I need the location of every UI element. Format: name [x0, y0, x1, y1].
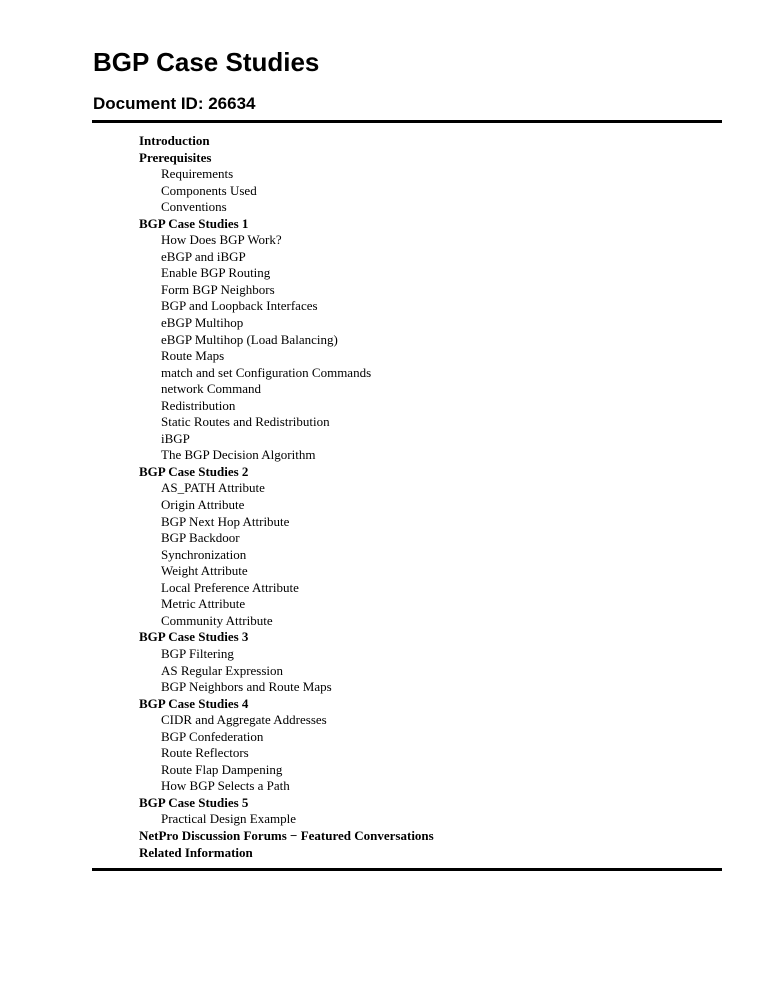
- toc-subsection-link[interactable]: BGP and Loopback Interfaces: [161, 298, 318, 314]
- toc-subsection-link[interactable]: Components Used: [161, 182, 257, 198]
- toc-subsection-link[interactable]: BGP Next Hop Attribute: [161, 513, 290, 529]
- toc-section-link[interactable]: BGP Case Studies 1: [139, 215, 249, 231]
- toc-subsection-link[interactable]: Route Maps: [161, 348, 225, 364]
- bottom-divider: [92, 868, 722, 871]
- toc-section-link[interactable]: Prerequisites: [139, 149, 212, 165]
- toc-subsection-link[interactable]: The BGP Decision Algorithm: [161, 447, 316, 463]
- toc-section-link[interactable]: BGP Case Studies 5: [139, 794, 249, 810]
- toc-section-link[interactable]: BGP Case Studies 4: [139, 695, 249, 711]
- toc-subsection-link[interactable]: Redistribution: [161, 397, 236, 413]
- toc-subsection-link[interactable]: Synchronization: [161, 546, 247, 562]
- toc-subsection-link[interactable]: AS Regular Expression: [161, 662, 284, 678]
- toc-subsection-link[interactable]: Origin Attribute: [161, 497, 245, 513]
- toc-subsection-link[interactable]: Metric Attribute: [161, 596, 246, 612]
- toc-section-link[interactable]: Introduction: [139, 133, 210, 148]
- toc-section-link[interactable]: Related Information: [139, 844, 253, 860]
- toc-subsection-link[interactable]: eBGP Multihop (Load Balancing): [161, 331, 338, 347]
- toc-subsection-link[interactable]: Local Preference Attribute: [161, 579, 299, 595]
- toc-section-link[interactable]: NetPro Discussion Forums − Featured Conversations: [139, 827, 434, 843]
- table-of-contents: [139, 133, 434, 861]
- toc-subsection-link[interactable]: Conventions: [161, 199, 227, 215]
- toc-subsection-link[interactable]: Route Flap Dampening: [161, 761, 283, 777]
- toc-subsection-link[interactable]: CIDR and Aggregate Addresses: [161, 712, 327, 728]
- toc-subsection-link[interactable]: Weight Attribute: [161, 563, 248, 579]
- toc-subsection-link[interactable]: Static Routes and Redistribution: [161, 414, 330, 430]
- toc-subsection-link[interactable]: eBGP and iBGP: [161, 248, 246, 264]
- toc-subsection-link[interactable]: How BGP Selects a Path: [161, 778, 290, 794]
- document-id: Document ID: 26634: [93, 94, 256, 113]
- toc-subsection-link[interactable]: network Command: [161, 381, 262, 397]
- toc-subsection-link[interactable]: Enable BGP Routing: [161, 265, 271, 281]
- toc-subsection-link[interactable]: BGP Filtering: [161, 645, 234, 661]
- toc-subsection-link[interactable]: Requirements: [161, 166, 234, 182]
- toc-subsection-link[interactable]: How Does BGP Work?: [161, 232, 282, 248]
- toc-subsection-link[interactable]: Form BGP Neighbors: [161, 281, 275, 297]
- toc-subsection-link[interactable]: BGP Neighbors and Route Maps: [161, 679, 332, 695]
- toc-subsection-link[interactable]: Route Reflectors: [161, 745, 249, 761]
- toc-subsection-link[interactable]: Practical Design Example: [161, 811, 297, 827]
- toc-section-link[interactable]: BGP Case Studies 3: [139, 629, 249, 645]
- toc-subsection-link[interactable]: Community Attribute: [161, 612, 273, 628]
- toc-subsection-link[interactable]: eBGP Multihop: [161, 315, 244, 331]
- toc-subsection-link[interactable]: BGP Backdoor: [161, 530, 240, 546]
- toc-subsection-link[interactable]: AS_PATH Attribute: [161, 480, 265, 496]
- top-divider: [92, 120, 722, 123]
- toc-subsection-link[interactable]: match and set Configuration Commands: [161, 364, 372, 380]
- toc-subsection-link[interactable]: iBGP: [161, 430, 190, 446]
- toc-subsection-link[interactable]: BGP Confederation: [161, 728, 264, 744]
- document-title: BGP Case Studies: [93, 47, 320, 77]
- toc-section-link[interactable]: BGP Case Studies 2: [139, 463, 249, 479]
